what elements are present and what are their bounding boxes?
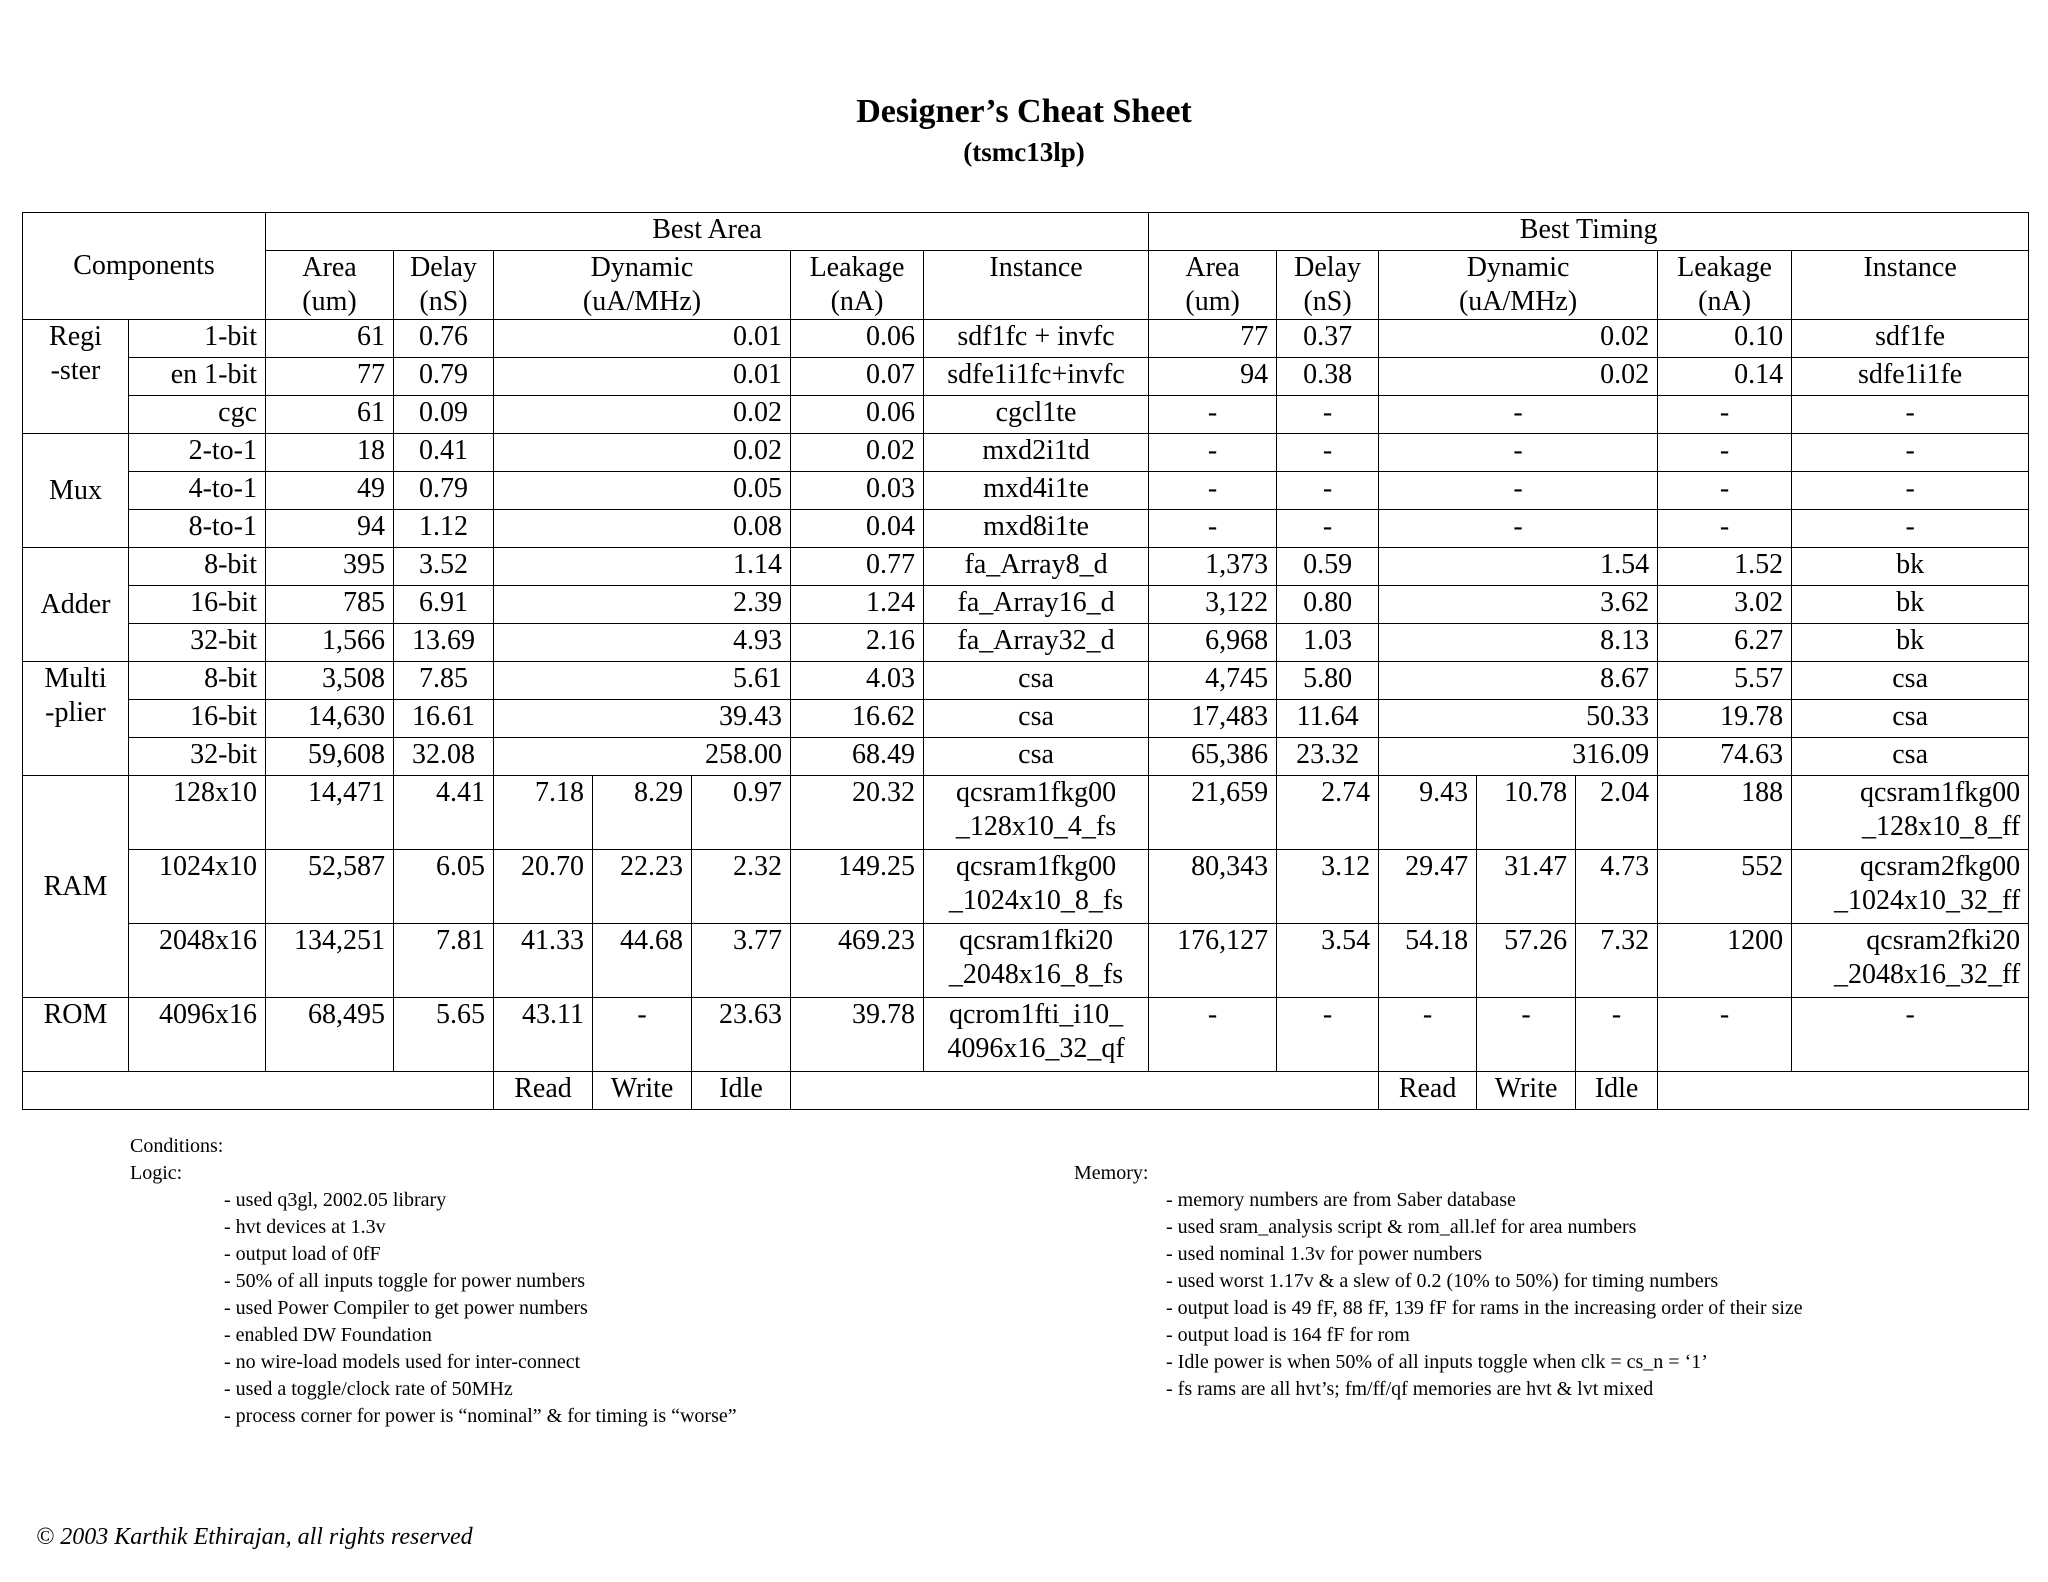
page-subtitle: (tsmc13lp) (963, 137, 1085, 167)
instance-cell: qcsram2fkg00 _1024x10_32_ff (1792, 850, 2029, 924)
dynamic-header: Dynamic (uA/MHz) (1379, 251, 1658, 320)
area-cell: 21,659 (1149, 776, 1277, 850)
component-name: 8-to-1 (129, 510, 266, 548)
instance-header: Instance (1792, 251, 2029, 320)
table-row (23, 472, 2029, 510)
table-row (23, 662, 2029, 700)
read-cell: 9.43 (1379, 776, 1477, 850)
write-cell: 22.23 (593, 850, 692, 924)
instance-cell: sdf1fe (1792, 320, 2029, 358)
instance-header: Instance (924, 251, 1149, 320)
leakage-cell: 19.78 (1658, 700, 1792, 738)
delay-cell: 3.52 (394, 548, 494, 586)
component-name: 16-bit (129, 700, 266, 738)
delay-cell: 5.80 (1277, 662, 1379, 700)
table-row (23, 586, 2029, 624)
logic-condition-item: - output load of 0fF (224, 1243, 381, 1265)
memory-condition-item: - output load is 49 fF, 88 fF, 139 fF for rams in the increasing order of their size (1166, 1297, 1803, 1319)
dynamic-cell: 0.02 (494, 434, 791, 472)
delay-cell: 0.59 (1277, 548, 1379, 586)
table-row (23, 624, 2029, 662)
group-label-adder: Adder (23, 548, 129, 662)
logic-condition-item: - 50% of all inputs toggle for power numbers (224, 1270, 586, 1292)
memory-condition-item: - fs rams are all hvt’s; fm/ff/qf memories are hvt & lvt mixed (1166, 1378, 1654, 1400)
component-name: 2-to-1 (129, 434, 266, 472)
area-cell: - (1149, 434, 1277, 472)
delay-cell: 5.65 (394, 998, 494, 1072)
delay-cell: 0.79 (394, 472, 494, 510)
delay-cell: 0.38 (1277, 358, 1379, 396)
table-row (23, 776, 2029, 850)
delay-cell: 11.64 (1277, 700, 1379, 738)
leakage-cell: 16.62 (791, 700, 924, 738)
dynamic-cell: 39.43 (494, 700, 791, 738)
memory-condition-item: - Idle power is when 50% of all inputs toggle when clk = cs_n = ‘1’ (1166, 1351, 1708, 1373)
component-name: 8-bit (129, 662, 266, 700)
component-name: 2048x16 (129, 924, 266, 998)
leakage-cell: 20.32 (791, 776, 924, 850)
copyright-footer: © 2003 Karthik Ethirajan, all rights reserved (36, 1524, 473, 1550)
delay-cell: - (1277, 472, 1379, 510)
logic-condition-item: - enabled DW Foundation (224, 1324, 432, 1346)
table-row (23, 358, 2029, 396)
instance-cell: csa (1792, 662, 2029, 700)
dynamic-cell: 0.02 (494, 396, 791, 434)
blank-cell (23, 1072, 494, 1110)
dynamic-cell: - (1379, 510, 1658, 548)
memory-label: Memory: (1074, 1162, 1149, 1184)
area-cell: 1,566 (266, 624, 394, 662)
area-cell: - (1149, 510, 1277, 548)
leakage-cell: - (1658, 434, 1792, 472)
dynamic-cell: 8.67 (1379, 662, 1658, 700)
blank-cell (1658, 1072, 2029, 1110)
idle-cell: 7.32 (1576, 924, 1658, 998)
instance-cell: csa (924, 662, 1149, 700)
area-cell: 94 (266, 510, 394, 548)
page-title: Designer’s Cheat Sheet (856, 93, 1192, 130)
dynamic-cell: 1.14 (494, 548, 791, 586)
dynamic-cell: 0.01 (494, 320, 791, 358)
delay-cell: 7.85 (394, 662, 494, 700)
delay-cell: - (1277, 434, 1379, 472)
idle-cell: 4.73 (1576, 850, 1658, 924)
conditions-heading: Conditions: (130, 1135, 224, 1157)
component-name: 4096x16 (129, 998, 266, 1072)
area-cell: 94 (1149, 358, 1277, 396)
memory-condition-item: - output load is 164 fF for rom (1166, 1324, 1410, 1346)
group-label-ram: RAM (23, 776, 129, 998)
area-cell: 1,373 (1149, 548, 1277, 586)
instance-cell: bk (1792, 548, 2029, 586)
delay-cell: 0.80 (1277, 586, 1379, 624)
logic-condition-item: - used a toggle/clock rate of 50MHz (224, 1378, 513, 1400)
table-row (23, 320, 2029, 358)
delay-cell: 0.37 (1277, 320, 1379, 358)
logic-condition-item: - used q3gl, 2002.05 library (224, 1189, 447, 1211)
group-label-rom: ROM (23, 998, 129, 1072)
area-cell: 77 (1149, 320, 1277, 358)
dynamic-cell: 50.33 (1379, 700, 1658, 738)
memory-condition-item: - memory numbers are from Saber database (1166, 1189, 1516, 1211)
instance-cell: csa (924, 700, 1149, 738)
delay-cell: 0.76 (394, 320, 494, 358)
leakage-cell: - (1658, 998, 1792, 1072)
dynamic-cell: 0.05 (494, 472, 791, 510)
instance-cell: sdfe1i1fe (1792, 358, 2029, 396)
area-cell: 14,630 (266, 700, 394, 738)
delay-cell: - (1277, 396, 1379, 434)
logic-list (130, 1187, 737, 1430)
delay-cell: 32.08 (394, 738, 494, 776)
leakage-cell: 1.24 (791, 586, 924, 624)
delay-cell: 0.41 (394, 434, 494, 472)
leakage-cell: 0.02 (791, 434, 924, 472)
write-cell: - (593, 998, 692, 1072)
leakage-cell: - (1658, 472, 1792, 510)
area-cell: 18 (266, 434, 394, 472)
write-cell: 10.78 (1477, 776, 1576, 850)
component-name: 1024x10 (129, 850, 266, 924)
delay-cell: - (1277, 998, 1379, 1072)
table-row (23, 396, 2029, 434)
leakage-cell: 2.16 (791, 624, 924, 662)
area-cell: - (1149, 396, 1277, 434)
read-cell: 41.33 (494, 924, 593, 998)
instance-cell: - (1792, 396, 2029, 434)
idle-cell: 0.97 (692, 776, 791, 850)
idle-label: Idle (1576, 1072, 1658, 1110)
area-cell: 4,745 (1149, 662, 1277, 700)
idle-cell: 23.63 (692, 998, 791, 1072)
dynamic-cell: 0.02 (1379, 358, 1658, 396)
logic-condition-item: - process corner for power is “nominal” & for timing is “worse” (224, 1405, 737, 1427)
delay-cell: 2.74 (1277, 776, 1379, 850)
area-cell: 785 (266, 586, 394, 624)
leakage-cell: 1.52 (1658, 548, 1792, 586)
idle-cell: 3.77 (692, 924, 791, 998)
area-cell: 176,127 (1149, 924, 1277, 998)
delay-header: Delay (nS) (394, 251, 494, 320)
table-row (23, 850, 2029, 924)
logic-condition-item: - no wire-load models used for inter-connect (224, 1351, 581, 1373)
area-header: Area (um) (1149, 251, 1277, 320)
component-name: 1-bit (129, 320, 266, 358)
logic-condition-item: - hvt devices at 1.3v (224, 1216, 386, 1238)
area-cell: 59,608 (266, 738, 394, 776)
instance-cell: qcsram1fkg00 _1024x10_8_fs (924, 850, 1149, 924)
read-cell: 7.18 (494, 776, 593, 850)
read-cell: 20.70 (494, 850, 593, 924)
leakage-cell: 68.49 (791, 738, 924, 776)
area-cell: 61 (266, 320, 394, 358)
dynamic-cell: 0.08 (494, 510, 791, 548)
area-cell: 14,471 (266, 776, 394, 850)
dynamic-cell: 8.13 (1379, 624, 1658, 662)
delay-cell: 1.12 (394, 510, 494, 548)
components-header: Components (23, 213, 266, 320)
dynamic-cell: - (1379, 396, 1658, 434)
leakage-cell: 74.63 (1658, 738, 1792, 776)
group-label-register: Regi -ster (23, 320, 129, 434)
read-cell: - (1379, 998, 1477, 1072)
instance-cell: sdfe1i1fc+invfc (924, 358, 1149, 396)
delay-cell: 7.81 (394, 924, 494, 998)
area-cell: 77 (266, 358, 394, 396)
instance-cell: mxd4i1te (924, 472, 1149, 510)
instance-cell: qcrom1fti_i10_ 4096x16_32_qf (924, 998, 1149, 1072)
write-label: Write (1477, 1072, 1576, 1110)
blank-cell (791, 1072, 1379, 1110)
read-cell: 54.18 (1379, 924, 1477, 998)
delay-cell: 23.32 (1277, 738, 1379, 776)
delay-cell: 0.09 (394, 396, 494, 434)
delay-header: Delay (nS) (1277, 251, 1379, 320)
dynamic-cell: 5.61 (494, 662, 791, 700)
leakage-cell: 5.57 (1658, 662, 1792, 700)
area-cell: 65,386 (1149, 738, 1277, 776)
instance-cell: cgcl1te (924, 396, 1149, 434)
component-name: 16-bit (129, 586, 266, 624)
area-cell: 52,587 (266, 850, 394, 924)
leakage-cell: 0.04 (791, 510, 924, 548)
memory-condition-item: - used sram_analysis script & rom_all.lef for area numbers (1166, 1216, 1637, 1238)
best-area-header: Best Area (266, 213, 1149, 251)
table-row (23, 700, 2029, 738)
instance-cell: qcsram1fki20 _2048x16_8_fs (924, 924, 1149, 998)
instance-cell: bk (1792, 586, 2029, 624)
instance-cell: fa_Array8_d (924, 548, 1149, 586)
read-label: Read (1379, 1072, 1477, 1110)
area-cell: 6,968 (1149, 624, 1277, 662)
leakage-cell: 0.03 (791, 472, 924, 510)
instance-cell: - (1792, 510, 2029, 548)
memory-condition-item: - used nominal 1.3v for power numbers (1166, 1243, 1483, 1265)
delay-cell: 3.54 (1277, 924, 1379, 998)
table-row (23, 510, 2029, 548)
instance-cell: csa (1792, 738, 2029, 776)
write-cell: 44.68 (593, 924, 692, 998)
component-name: 128x10 (129, 776, 266, 850)
idle-label: Idle (692, 1072, 791, 1110)
instance-cell: qcsram1fkg00 _128x10_8_ff (1792, 776, 2029, 850)
dynamic-cell: 2.39 (494, 586, 791, 624)
dynamic-cell: 4.93 (494, 624, 791, 662)
table-row (23, 998, 2029, 1072)
leakage-cell: 0.06 (791, 320, 924, 358)
dynamic-cell: 258.00 (494, 738, 791, 776)
leakage-header: Leakage (nA) (791, 251, 924, 320)
instance-cell: mxd8i1te (924, 510, 1149, 548)
group-label-mux: Mux (23, 434, 129, 548)
leakage-cell: 0.77 (791, 548, 924, 586)
write-cell: 31.47 (1477, 850, 1576, 924)
leakage-cell: 469.23 (791, 924, 924, 998)
area-cell: 17,483 (1149, 700, 1277, 738)
write-label: Write (593, 1072, 692, 1110)
area-cell: 134,251 (266, 924, 394, 998)
area-cell: 3,122 (1149, 586, 1277, 624)
area-cell: - (1149, 998, 1277, 1072)
leakage-cell: 4.03 (791, 662, 924, 700)
area-cell: 80,343 (1149, 850, 1277, 924)
area-cell: 49 (266, 472, 394, 510)
instance-cell: qcsram2fki20 _2048x16_32_ff (1792, 924, 2029, 998)
dynamic-cell: - (1379, 434, 1658, 472)
leakage-cell: 188 (1658, 776, 1792, 850)
dynamic-cell: 0.01 (494, 358, 791, 396)
delay-cell: 6.91 (394, 586, 494, 624)
instance-cell: csa (924, 738, 1149, 776)
read-cell: 43.11 (494, 998, 593, 1072)
idle-cell: - (1576, 998, 1658, 1072)
write-cell: - (1477, 998, 1576, 1072)
area-cell: 68,495 (266, 998, 394, 1072)
component-name: 32-bit (129, 624, 266, 662)
read-cell: 29.47 (1379, 850, 1477, 924)
instance-cell: - (1792, 434, 2029, 472)
delay-cell: - (1277, 510, 1379, 548)
delay-cell: 16.61 (394, 700, 494, 738)
delay-cell: 0.79 (394, 358, 494, 396)
write-cell: 57.26 (1477, 924, 1576, 998)
area-header: Area (um) (266, 251, 394, 320)
leakage-cell: 552 (1658, 850, 1792, 924)
component-name: cgc (129, 396, 266, 434)
logic-label: Logic: (130, 1162, 183, 1184)
leakage-cell: 39.78 (791, 998, 924, 1072)
cheat-sheet-table (22, 212, 2029, 1110)
idle-cell: 2.32 (692, 850, 791, 924)
idle-cell: 2.04 (1576, 776, 1658, 850)
instance-cell: fa_Array16_d (924, 586, 1149, 624)
logic-condition-item: - used Power Compiler to get power numbers (224, 1297, 588, 1319)
table-row (23, 434, 2029, 472)
area-cell: 61 (266, 396, 394, 434)
instance-cell: sdf1fc + invfc (924, 320, 1149, 358)
dynamic-cell: - (1379, 472, 1658, 510)
leakage-cell: 0.10 (1658, 320, 1792, 358)
table-row (23, 548, 2029, 586)
memory-condition-item: - used worst 1.17v & a slew of 0.2 (10% to 50%) for timing numbers (1166, 1270, 1719, 1292)
dynamic-cell: 316.09 (1379, 738, 1658, 776)
best-timing-header: Best Timing (1149, 213, 2029, 251)
area-cell: 3,508 (266, 662, 394, 700)
leakage-header: Leakage (nA) (1658, 251, 1792, 320)
instance-cell: csa (1792, 700, 2029, 738)
component-name: 4-to-1 (129, 472, 266, 510)
leakage-cell: 6.27 (1658, 624, 1792, 662)
area-cell: 395 (266, 548, 394, 586)
group-label-multiplier: Multi -plier (23, 662, 129, 776)
leakage-cell: 3.02 (1658, 586, 1792, 624)
instance-cell: mxd2i1td (924, 434, 1149, 472)
leakage-cell: 0.14 (1658, 358, 1792, 396)
table-row (23, 738, 2029, 776)
component-name: en 1-bit (129, 358, 266, 396)
conditions-logic (130, 1133, 737, 1430)
delay-cell: 6.05 (394, 850, 494, 924)
component-name: 32-bit (129, 738, 266, 776)
dynamic-cell: 1.54 (1379, 548, 1658, 586)
instance-cell: - (1792, 998, 2029, 1072)
leakage-cell: 0.06 (791, 396, 924, 434)
instance-cell: bk (1792, 624, 2029, 662)
leakage-cell: - (1658, 396, 1792, 434)
area-cell: - (1149, 472, 1277, 510)
component-name: 8-bit (129, 548, 266, 586)
conditions-memory (1074, 1160, 1803, 1403)
instance-cell: qcsram1fkg00 _128x10_4_fs (924, 776, 1149, 850)
dynamic-header: Dynamic (uA/MHz) (494, 251, 791, 320)
memory-list (1074, 1187, 1803, 1403)
read-label: Read (494, 1072, 593, 1110)
instance-cell: - (1792, 472, 2029, 510)
leakage-cell: - (1658, 510, 1792, 548)
write-cell: 8.29 (593, 776, 692, 850)
table-footer-row (23, 1072, 2029, 1110)
leakage-cell: 0.07 (791, 358, 924, 396)
dynamic-cell: 0.02 (1379, 320, 1658, 358)
table-row (23, 924, 2029, 998)
dynamic-cell: 3.62 (1379, 586, 1658, 624)
delay-cell: 13.69 (394, 624, 494, 662)
delay-cell: 4.41 (394, 776, 494, 850)
leakage-cell: 1200 (1658, 924, 1792, 998)
delay-cell: 1.03 (1277, 624, 1379, 662)
delay-cell: 3.12 (1277, 850, 1379, 924)
instance-cell: fa_Array32_d (924, 624, 1149, 662)
leakage-cell: 149.25 (791, 850, 924, 924)
